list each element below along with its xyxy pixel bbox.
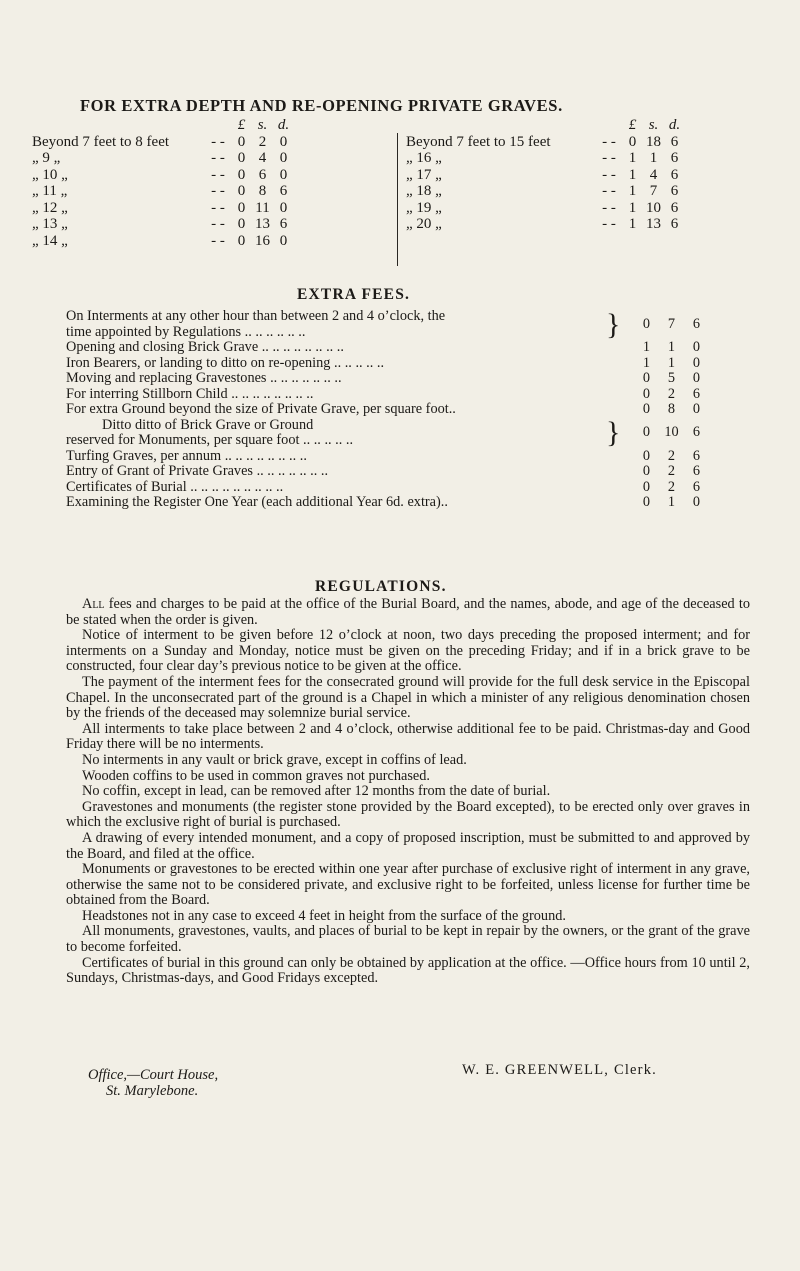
fee-item (66, 418, 750, 449)
office-line-1: Office,—Court House, (88, 1067, 219, 1083)
depth-pounds: 1 (628, 199, 637, 216)
pence-header: d. (277, 117, 290, 133)
fee-pounds: 0 (642, 424, 651, 441)
fee-item (66, 340, 750, 356)
clerk-signature: W. E. GREENWELL, Clerk. (462, 1062, 657, 1078)
page-heading: FOR EXTRA DEPTH AND RE-OPENING PRIVATE GRAVES. (80, 96, 563, 115)
depth-dash: - - (602, 166, 616, 183)
fee-line: For interring Stillborn Child .. .. .. .. .. .. .. .. (66, 386, 314, 402)
depth-label: „ 13 „ (32, 216, 68, 232)
fee-pounds: 0 (642, 494, 651, 510)
fee-description (66, 495, 634, 511)
pence-header: d. (668, 117, 681, 133)
regulation-paragraph: Headstones not in any case to exceed 4 feet in height from the surface of the ground. (82, 907, 566, 924)
regulation-paragraph: Notice of interment to be given before 12 o’clock at noon, two days preceding the proposed interment; and for interments on a Sunday and Monday, notice must be given on the preceding Friday; and if in a brick grave to be constructed, four clear day’s previous notice to be given at the office. (66, 627, 750, 675)
fee-shillings: 1 (667, 339, 676, 355)
regulation-paragraph: No interments in any vault or brick grave, except in coffins of lead. (82, 751, 467, 768)
fee-description (66, 387, 634, 403)
fee-pence: 6 (692, 463, 701, 479)
depth-pounds: 1 (628, 216, 637, 232)
fee-line: On Interments at any other hour than between 2 and 4 o’clock, the (66, 309, 446, 324)
depth-row (406, 200, 685, 217)
depth-pounds: 0 (237, 150, 246, 166)
depth-dash: - - (602, 150, 616, 166)
depth-label: Beyond 7 feet to 8 feet (32, 133, 170, 150)
depth-label: Beyond 7 feet to 15 feet (406, 133, 551, 150)
depth-pounds: 0 (237, 166, 246, 183)
fee-amount (634, 340, 709, 356)
fee-line: Examining the Register One Year (each additional Year 6d. extra).. (66, 495, 448, 510)
fee-pounds: 0 (642, 315, 651, 332)
fee-pounds: 0 (642, 447, 651, 464)
fee-amount (634, 480, 709, 496)
fee-description (66, 309, 606, 340)
depth-pounds: 0 (237, 199, 246, 216)
shillings-header: s. (257, 117, 268, 133)
depth-dash: - - (211, 232, 225, 249)
depth-shillings: 4 (649, 166, 658, 183)
depth-label: „ 20 „ (406, 216, 442, 232)
office-address (88, 1068, 218, 1099)
depth-pounds: 0 (237, 232, 246, 249)
extra-fees-title: EXTRA FEES. (297, 286, 411, 303)
fee-item (66, 480, 750, 496)
shillings-header: s. (648, 117, 659, 133)
fee-item (66, 495, 750, 511)
fee-description (66, 371, 634, 387)
fee-amount (634, 309, 709, 340)
depth-row (32, 200, 294, 217)
depth-label: „ 19 „ (406, 199, 442, 216)
fee-amount (634, 402, 709, 418)
depth-label: „ 17 „ (406, 166, 442, 183)
depth-pence: 6 (670, 199, 679, 216)
depth-dash: - - (602, 199, 616, 216)
regulation-paragraph: A drawing of every intended monument, and a copy of proposed inscription, must be submitted to and approved by the Board, and filed at the office. (66, 829, 750, 862)
fee-line: Ditto ditto of Brick Grave or Ground (102, 417, 314, 433)
depth-shillings: 8 (258, 183, 267, 199)
fee-line: Iron Bearers, or landing to ditto on re-opening .. .. .. .. .. (66, 355, 385, 371)
depth-pence: 6 (670, 183, 679, 199)
fee-amount (634, 418, 709, 449)
fee-shillings: 8 (667, 401, 676, 417)
depth-shillings: 6 (258, 166, 267, 183)
depth-pounds: 0 (237, 133, 246, 150)
depth-shillings: 13 (255, 216, 270, 232)
depth-row (32, 233, 294, 250)
depth-pence: 0 (279, 199, 288, 216)
depth-pence: 6 (670, 166, 679, 183)
fee-pounds: 0 (642, 463, 651, 479)
fee-pence: 6 (692, 315, 701, 332)
fee-pence: 6 (692, 447, 701, 464)
office-line-2: St. Marylebone. (106, 1082, 199, 1099)
fee-item (66, 387, 750, 403)
depth-row (32, 150, 294, 167)
depth-dash: - - (211, 150, 225, 166)
fee-amount (634, 371, 709, 387)
depth-label: „ 14 „ (32, 232, 68, 249)
depth-label: „ 18 „ (406, 183, 442, 199)
fee-line: Opening and closing Brick Grave .. .. .. .. .. .. .. .. (66, 340, 344, 355)
fee-shillings: 2 (667, 385, 676, 402)
currency-header (406, 117, 685, 134)
depth-pounds: 1 (628, 150, 637, 166)
depth-pence: 6 (670, 150, 679, 166)
depth-row (32, 183, 294, 200)
fee-line: Turfing Graves, per annum .. .. .. .. .. .. .. .. (66, 448, 307, 464)
fee-pence: 6 (692, 478, 701, 495)
fee-description (66, 449, 634, 465)
depth-shillings: 18 (646, 133, 661, 150)
regulation-paragraph: Gravestones and monuments (the register stone provided by the Board excepted), to be erected only over graves in which the exclusive right of burial is purchased. (66, 798, 750, 831)
fee-amount (634, 495, 709, 511)
fee-line: Entry of Grant of Private Graves .. .. .. .. .. .. .. (66, 464, 329, 479)
depth-table-right (406, 117, 685, 233)
fee-line: reserved for Monuments, per square foot .. .. .. .. .. (66, 432, 354, 448)
fee-item (66, 309, 750, 340)
depth-dash: - - (211, 166, 225, 183)
depth-pounds: 0 (237, 216, 246, 232)
depth-dash: - - (602, 216, 616, 232)
currency-header (32, 117, 294, 134)
depth-dash: - - (211, 133, 225, 150)
depth-shillings: 11 (255, 199, 270, 216)
fee-shillings: 2 (667, 463, 676, 479)
depth-row (32, 134, 294, 151)
fee-shillings: 1 (667, 354, 676, 371)
depth-shillings: 13 (646, 216, 661, 232)
fee-line: time appointed by Regulations .. .. .. .. .. .. (66, 323, 306, 340)
depth-pence: 6 (670, 133, 679, 150)
fee-pounds: 0 (642, 370, 651, 386)
fee-line: For extra Ground beyond the size of Private Grave, per square foot.. (66, 402, 456, 417)
depth-pence: 0 (279, 150, 288, 166)
fee-pence: 6 (692, 424, 701, 441)
depth-row (32, 216, 294, 233)
fee-item (66, 449, 750, 465)
depth-pence: 6 (670, 216, 679, 232)
column-divider (397, 133, 398, 266)
regulation-paragraph (66, 597, 750, 628)
depth-row (406, 134, 685, 151)
fee-pence: 0 (692, 401, 701, 417)
regulation-paragraph: Certificates of burial in this ground can only be obtained by application at the office. —Office hours from 10 until 2, Sundays, Christmas-days, and Good Fridays excepted. (66, 954, 750, 987)
depth-dash: - - (211, 183, 225, 199)
fee-item (66, 464, 750, 480)
fee-description (66, 464, 634, 480)
fee-description (66, 418, 606, 449)
fee-pence: 0 (692, 494, 701, 510)
depth-row (32, 167, 294, 184)
fee-shillings: 2 (667, 447, 676, 464)
fee-pence: 0 (692, 354, 701, 371)
fee-line: Moving and replacing Gravestones .. .. .. .. .. .. .. (66, 371, 342, 386)
fee-line: Certificates of Burial .. .. .. .. .. .. .. .. .. (66, 479, 284, 495)
depth-shillings: 1 (649, 150, 658, 166)
depth-pence: 6 (279, 216, 288, 232)
regulations-title: REGULATIONS. (315, 578, 447, 595)
depth-row (406, 167, 685, 184)
regulation-paragraph: The payment of the interment fees for the consecrated ground will provide for the full desk service in the Episcopal Chapel. In the unconsecrated part of the ground is a Chapel in which a minister of any religious denomination chosen by the friends of the deceased may solemnize burial service. (66, 673, 750, 722)
pounds-header: £ (628, 117, 637, 133)
depth-pence: 0 (279, 133, 288, 150)
depth-pounds: 0 (628, 133, 637, 150)
fee-item (66, 371, 750, 387)
depth-pounds: 0 (237, 183, 246, 199)
regulation-text: fees and charges to be paid at the office of the Burial Board, and the names, abode, and age of the deceased to be stated when the order is given. (66, 596, 751, 628)
depth-dash: - - (602, 133, 616, 150)
fee-description (66, 340, 634, 356)
depth-dash: - - (602, 183, 616, 199)
depth-pounds: 1 (628, 166, 637, 183)
depth-shillings: 2 (258, 133, 267, 150)
fee-shillings: 2 (667, 478, 676, 495)
fee-shillings: 10 (664, 424, 679, 441)
regulation-paragraph: All interments to take place between 2 and 4 o’clock, otherwise additional fee to be paid. Christmas-day and Good Friday there will be no interments. (66, 720, 750, 753)
depth-row (406, 150, 685, 167)
depth-label: „ 9 „ (32, 150, 61, 166)
fee-description (66, 402, 634, 418)
pounds-header: £ (237, 117, 246, 133)
extra-fees-list (66, 309, 750, 511)
fee-shillings: 1 (667, 494, 676, 510)
depth-shillings: 4 (258, 150, 267, 166)
depth-pence: 0 (279, 166, 288, 183)
fee-pence: 0 (692, 339, 701, 355)
fee-item (66, 356, 750, 372)
depth-shillings: 10 (646, 199, 661, 216)
regulation-paragraph: Wooden coffins to be used in common graves not purchased. (82, 767, 430, 784)
fee-amount (634, 356, 709, 372)
depth-pounds: 1 (628, 183, 637, 199)
depth-shillings: 16 (255, 232, 270, 249)
fee-pounds: 1 (642, 339, 651, 355)
depth-label: „ 12 „ (32, 199, 68, 216)
brace-glyph: } (606, 307, 621, 341)
fee-amount (634, 387, 709, 403)
fee-item (66, 402, 750, 418)
fee-amount (634, 449, 709, 465)
fee-pence: 0 (692, 370, 701, 386)
regulation-paragraph: No coffin, except in lead, can be removed after 12 months from the date of burial. (82, 783, 551, 800)
regulations-body (66, 597, 750, 987)
regulation-paragraph: All monuments, gravestones, vaults, and places of burial to be kept in repair by the owners, or the grant of the grave to become forfeited. (66, 923, 750, 956)
depth-row (406, 216, 685, 233)
depth-pence: 6 (279, 183, 288, 199)
depth-shillings: 7 (649, 183, 658, 199)
fee-description (66, 356, 634, 372)
fee-amount (634, 464, 709, 480)
fee-shillings: 7 (667, 315, 676, 332)
depth-dash: - - (211, 216, 225, 232)
depth-table-left (32, 117, 294, 249)
brace-glyph: } (606, 416, 621, 449)
fee-pence: 6 (692, 385, 701, 402)
regulation-paragraph: Monuments or gravestones to be erected within one year after purchase of exclusive right of interment in any grave, otherwise the same not to be considered private, and exclusive right to be forfeited, unless license for further time be obtained from the Board. (66, 861, 750, 909)
depth-dash: - - (211, 199, 225, 216)
depth-pence: 0 (279, 232, 288, 249)
depth-label: „ 10 „ (32, 166, 68, 183)
fee-shillings: 5 (667, 370, 676, 386)
fee-pounds: 1 (642, 354, 651, 371)
depth-label: „ 16 „ (406, 150, 442, 166)
depth-row (406, 183, 685, 200)
regulation-first-word: All (82, 596, 105, 612)
fee-pounds: 0 (642, 385, 651, 402)
fee-pounds: 0 (642, 478, 651, 495)
fee-description (66, 480, 634, 496)
fee-pounds: 0 (642, 401, 651, 417)
depth-label: „ 11 „ (32, 183, 68, 199)
